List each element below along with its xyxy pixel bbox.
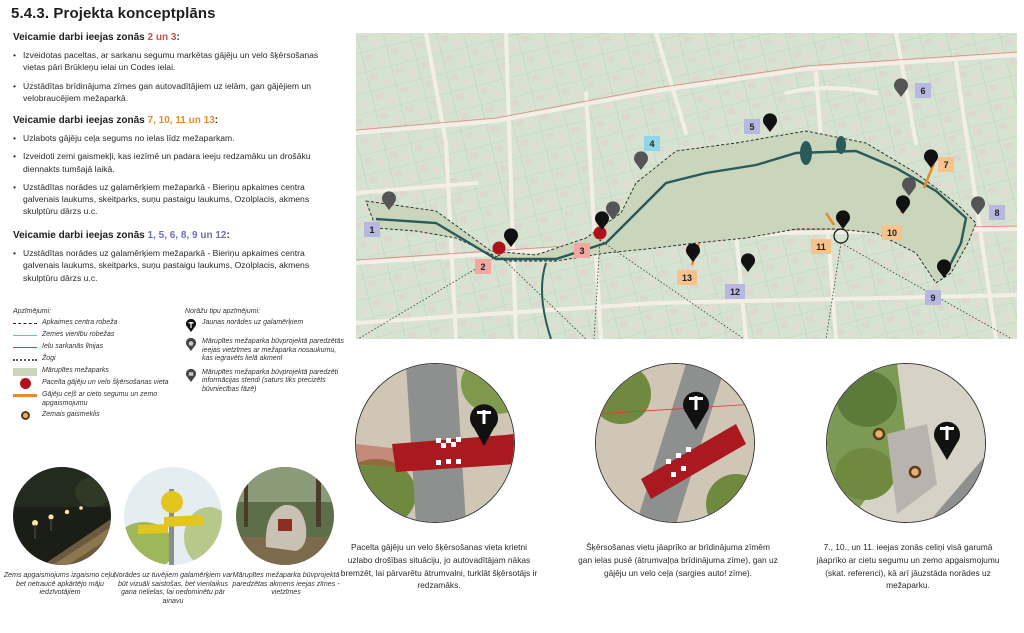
legend-item: Žogi bbox=[13, 355, 178, 364]
section-zones-7-10-11-13 bbox=[13, 115, 338, 224]
section-title: Veicamie darbi ieejas zonās 2 un 3: bbox=[13, 32, 180, 43]
photo-caption: Zems apgaismojums izgaismo ceļu, bet netraucē apkārtējo māju iedzīvotājiem bbox=[3, 571, 117, 597]
detail-caption: Pacelta gājēju un velo šķērsošanas vieta krietni uzlabo drošības situāciju, jo autovadītājam nākas bremzēt, lai pārvarētu ātrumvalni, turklāt šķērsotājs ir redzamāks. bbox=[340, 542, 538, 591]
legend-item: Zemes vienību robežas bbox=[13, 331, 178, 340]
list-item: • Izveidotas paceltas, ar sarkanu segumu markētas gājēju un velo šķērsošanas vietas pāri Brūkleņu ielai un Codes ielai. bbox=[13, 49, 338, 74]
section-zones-other bbox=[13, 230, 338, 290]
zone-label-6: 6 bbox=[915, 83, 931, 98]
list-item: • Izveidoti zemi gaismekļi, kas iezīmē un padara ieeju redzamāku un drošāku diennakts tumšajā laikā. bbox=[13, 150, 338, 175]
crossing-dot-icon bbox=[20, 378, 31, 389]
zone-label-11: 11 bbox=[811, 239, 831, 254]
detail-caption: Šķērsošanas vietu jāaprīko ar brīdinājuma zīmēm gan ielas pusē (ātrumvaļņa brīdinājuma zīme), gan uz gājēju un velo ceļa (sargies auto! zīme). bbox=[578, 542, 778, 578]
legend-item: Gājēju ceļš ar cieto segumu un zemo apgaismojumu bbox=[13, 391, 178, 408]
legend-item: Jaunas norādes uz galamērķiem bbox=[185, 319, 345, 333]
legend-title: Norāžu tipu apzīmējumi: bbox=[185, 308, 261, 315]
zone-label-3: 3 bbox=[574, 243, 590, 258]
detail-lit-path bbox=[826, 363, 986, 523]
zone-label-4: 4 bbox=[644, 136, 660, 151]
legend-item: Apkaimes centra robeža bbox=[13, 319, 178, 328]
section-title: Veicamie darbi ieejas zonās 7, 10, 11 un 13: bbox=[13, 115, 219, 126]
zone-label-10: 10 bbox=[882, 225, 902, 240]
section-zones-2-3 bbox=[13, 32, 338, 110]
zone-label-5: 5 bbox=[744, 119, 760, 134]
legend-item: Zemais gaismeklis bbox=[13, 411, 178, 420]
low-lighting-photo bbox=[13, 467, 111, 565]
info-stand-icon bbox=[185, 369, 197, 383]
stone-sign-photo bbox=[236, 467, 334, 565]
zone-label-1: 1 bbox=[364, 222, 380, 237]
list-item: • Uzstādītas norādes uz galamērķiem mežaparkā - Bieriņu apkaimes centra galvenais laukums, skeitparks, suņu pastaigu laukums, Ozolplacis, akmens skulptūru dārzs u.c. bbox=[13, 181, 338, 218]
photo-caption: Mārupītes mežaparka būvprojektā paredzētas akmens ieejas zīmes - vietzīmes bbox=[232, 571, 340, 597]
legend-title: Apzīmējumi: bbox=[13, 308, 52, 315]
lamp-icon bbox=[21, 411, 30, 420]
zone-label-13: 13 bbox=[677, 270, 697, 285]
map-canvas bbox=[356, 33, 1017, 339]
legend-item: Mārupītes mežaparks bbox=[13, 367, 178, 376]
map-legend bbox=[13, 308, 178, 423]
list-item: • Uzstādītas brīdinājuma zīmes gan autovadītājiem uz ielām, gan gājējiem un velobraucējiem mežaparkā. bbox=[13, 80, 338, 105]
list-item: • Uzlabots gājēju ceļa segums no ielas līdz mežaparkam. bbox=[13, 132, 338, 144]
legend-item: Mārupītes mežaparka būvprojektā paredzētās ieejas vietzīmes ar mežaparka nosaukumu, kas iegravēts lielā akmenī bbox=[185, 338, 345, 364]
zone-label-7: 7 bbox=[938, 157, 954, 172]
zone-label-12: 12 bbox=[725, 284, 745, 299]
page-heading: 5.4.3. Projekta konceptplāns bbox=[11, 5, 216, 22]
photo-caption: Norādes uz tuvējiem galamērķiem var būt vizuāli saistošas, bet vienlaikus gana nelielas, lai nedominētu pār ainavu bbox=[113, 571, 233, 605]
detail-caption: 7., 10., un 11. ieejas zonās celiņi visā garumā jāaprīko ar cietu segumu un zemo apgaismojumu (skat. referenci), kā arī jāuzstāda norādes uz mežaparku. bbox=[816, 542, 1000, 591]
legend-item: Mārupītes mežaparka būvprojektā paredzēti informācijas stendi (saturs tiks precizēts būvniecības fāzē) bbox=[185, 369, 345, 395]
section-title: Veicamie darbi ieejas zonās 1, 5, 6, 8, 9 un 12: bbox=[13, 230, 230, 241]
zone-label-2: 2 bbox=[475, 259, 491, 274]
legend-item: Pacelta gājēju un velo šķērsošanas vieta bbox=[13, 379, 178, 388]
legend-item: Ielu sarkanās līnijas bbox=[13, 343, 178, 352]
list-item: • Uzstādītas norādes uz galamērķiem mežaparkā - Bieriņu apkaimes centra galvenais laukums, skeitparks, suņu pastaigu laukums, Ozolplacis, akmens skulptūru dārzs u.c. bbox=[13, 247, 338, 284]
zone-label-8: 8 bbox=[989, 205, 1005, 220]
detail-warning-signs bbox=[595, 363, 755, 523]
sign-legend bbox=[185, 308, 345, 397]
concept-map bbox=[356, 33, 1017, 339]
stone-sign-icon bbox=[185, 338, 197, 352]
new-sign-icon bbox=[185, 319, 197, 333]
zone-label-9: 9 bbox=[925, 290, 941, 305]
sign-reference-photo bbox=[124, 467, 222, 565]
detail-raised-crossing bbox=[355, 363, 515, 523]
